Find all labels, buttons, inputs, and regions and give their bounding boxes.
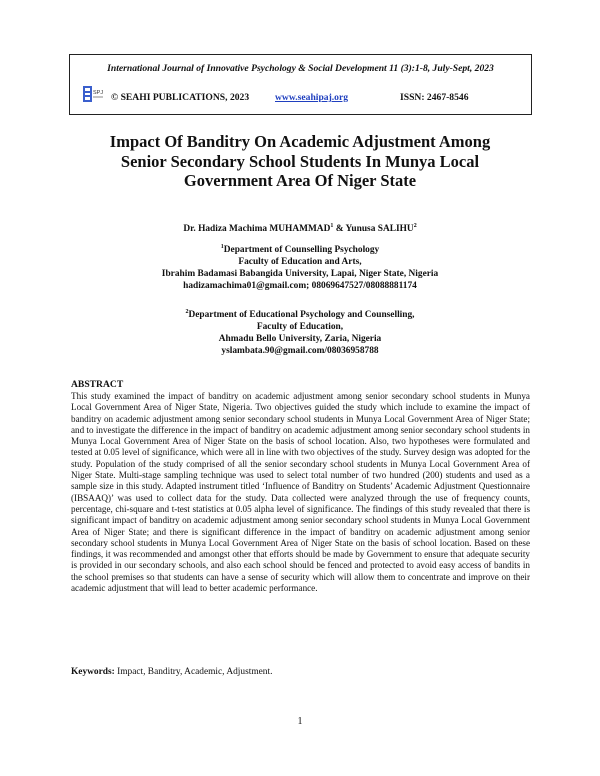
affiliation-2-institution: Ahmadu Bello University, Zaria, Nigeria — [218, 334, 382, 345]
affiliation-2-faculty: Faculty of Education, — [256, 322, 344, 333]
affiliation-2 — [0, 306, 600, 357]
affiliation-1-mark: 1 — [220, 244, 224, 250]
keywords-label: Keywords: — [71, 667, 115, 677]
copyright-notice: © SEAHI PUBLICATIONS, 2023 — [111, 92, 250, 103]
author-1-affiliation-mark: 1 — [330, 223, 334, 229]
keywords-text: Impact, Banditry, Academic, Adjustment. — [114, 667, 273, 677]
journal-citation-line: International Journal of Innovative Psychology & Social Development 11 (3):1-8, July-Sept, 2023 — [107, 63, 494, 74]
paper-title — [90, 132, 510, 191]
journal-header-box — [69, 54, 532, 115]
affiliation-1-faculty: Faculty of Education and Arts, — [238, 257, 362, 268]
author-separator: & — [333, 224, 346, 234]
affiliation-1-institution: Ibrahim Badamasi Babangida University, Lapai, Niger State, Nigeria — [161, 269, 439, 280]
affiliation-1-contact: hadizamachima01@gmail.com; 08069647527/08088881174 — [183, 281, 417, 292]
author-2-name: Yunusa SALIHU — [345, 224, 414, 234]
title-line-1: Impact Of Banditry On Academic Adjustment Among — [109, 132, 491, 151]
publisher-row — [82, 85, 522, 105]
author-1-name: Dr. Hadiza Machima MUHAMMAD — [183, 224, 331, 234]
author-list — [0, 223, 600, 234]
publisher-logo — [82, 85, 104, 103]
affiliation-2-mark: 2 — [185, 309, 189, 315]
affiliation-2-contact: yslambata.90@gmail.com/08036958788 — [221, 346, 379, 357]
affiliation-1-department: Department of Counselling Psychology — [223, 245, 380, 255]
logo-lettering: SPJ — [93, 90, 104, 96]
title-line-2: Senior Secondary School Students In Munya Local — [120, 151, 480, 171]
abstract-body: This study examined the impact of banditry on academic adjustment among senior secondary school students in Munya Local Government Area of Niger State, Nigeria. Two objectives guided the study which include to examine the impact of banditry on academic adjustment among senior secondary school students in Munya Local Government Area of Niger State; and to investigate the difference in the impact of banditry on academic adjustment among senior secondary school students in Munya Local Government Area of Niger State on the basis of school location. Also, two hypotheses were formulated and tested at 0.05 level of significance, which were all in line with two objectives of the study. Survey design was adopted for the study. Population of the study comprised of all the senior secondary school students in Munya Local Government Area of Niger State. Multi-stage sampling technique was used to select total number of two hundred (200) students and used as a sample size in this study. Adapted instrument titled ‘Influence of Banditry on Students’ Academic Adjustment Questionnaire (IBSAAQ)’ was used to collect data for the study. Data collected were analyzed through the use of frequency counts, percentage, chi-square and t-test statistics at 0.05 alpha level of significance. The findings of this study revealed that there is significant impact of banditry on academic adjustment among senior secondary school students in Munya Local Government Area of Niger State; and there is significant difference in the impact of banditry on academic adjustment among senior secondary school students in Munya Local Government Area of Niger State on the basis of school location. Based on these findings, it was recommended and amongst other that efforts should be made by Government to ensure that adequate security is provided in our secondary schools, and also each school should be fenced and protected to avoid easy access of bandits in the school premises so that students can have a sense of security which will allow them to concentrate and improve on their academic adjustment that will lead to better academic performance. — [71, 391, 530, 594]
issn-number: ISSN: 2467-8546 — [400, 92, 469, 103]
affiliation-2-department: Department of Educational Psychology and Counselling, — [188, 310, 415, 320]
keywords-line — [71, 667, 272, 677]
page-number: 1 — [297, 716, 303, 727]
journal-website-link[interactable]: www.seahipaj.org — [275, 92, 349, 103]
title-line-3: Government Area Of Niger State — [183, 171, 417, 190]
affiliation-1 — [0, 241, 600, 292]
author-2-affiliation-mark: 2 — [413, 223, 417, 229]
abstract-heading: ABSTRACT — [71, 379, 124, 390]
